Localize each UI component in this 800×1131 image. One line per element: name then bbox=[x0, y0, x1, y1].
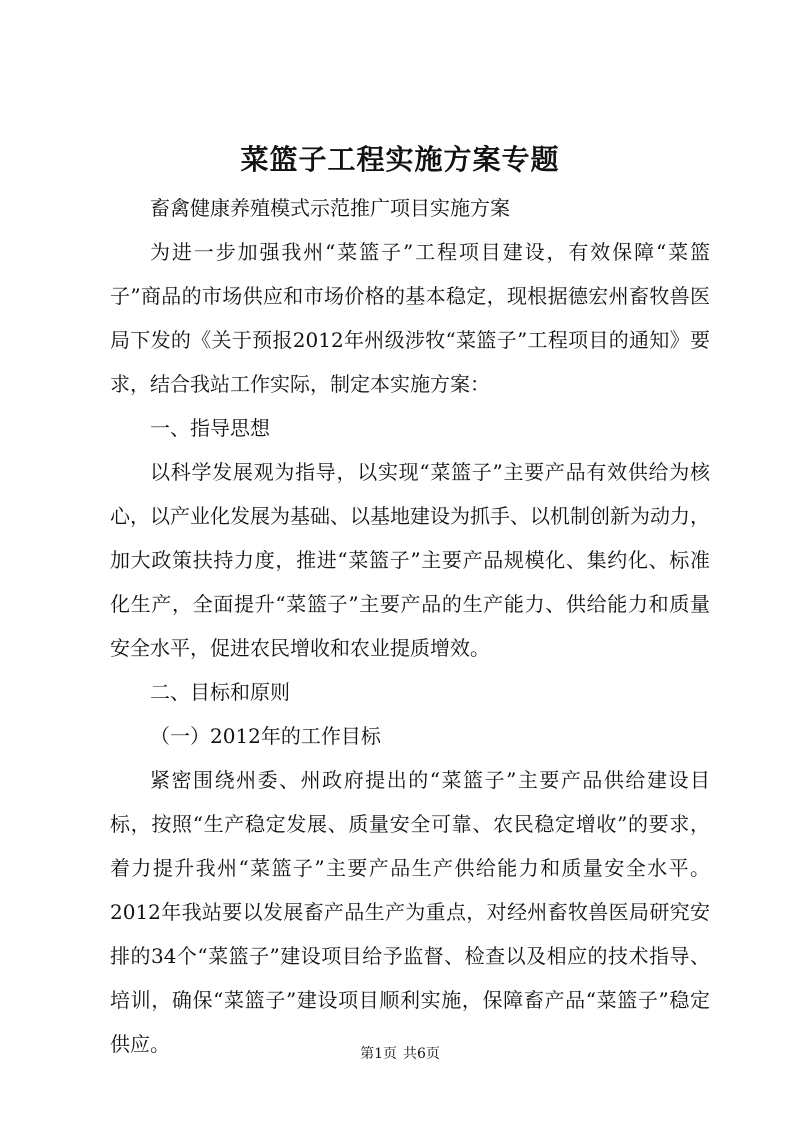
section-heading-guiding-ideology: 一、指导思想 bbox=[150, 416, 270, 440]
goals-paragraph: 紧密围绕州委、州政府提出的“菜篮子”主要产品供给建设目标，按照“生产稳定发展、质量安全可靠、农民稳定增收”的要求，着力提升我州“菜篮子”主要产品生产供给能力和质量安全水平。2012年我站要以发展畜产品生产为重点，对经州畜牧兽医局研究安排的34个“菜篮子”建设项目给予监督、检查以及相应的技术指导、培训，确保“菜篮子”建设项目顺利实施，保障畜产品“菜篮子”稳定供应。 bbox=[110, 768, 710, 1056]
document-subtitle: 畜禽健康养殖模式示范推广项目实施方案 bbox=[150, 196, 510, 220]
page-footer bbox=[0, 1044, 800, 1064]
page-number: 第1页 bbox=[360, 1046, 397, 1062]
document-body bbox=[110, 186, 710, 1066]
subsection-heading-2012-goals: （一）2012年的工作目标 bbox=[150, 724, 381, 748]
guiding-ideology-paragraph: 以科学发展观为指导，以实现“菜篮子”主要产品有效供给为核心，以产业化发展为基础、以基地建设为抓手、以机制创新为动力，加大政策扶持力度，推进“菜篮子”主要产品规模化、集约化、标准化生产，全面提升“菜篮子”主要产品的生产能力、供给能力和质量安全水平，促进农民增收和农业提质增效。 bbox=[110, 460, 710, 660]
section-heading-goals-principles: 二、目标和原则 bbox=[150, 680, 290, 704]
page-total: 共6页 bbox=[403, 1046, 440, 1062]
intro-paragraph: 为进一步加强我州“菜篮子”工程项目建设，有效保障“菜篮子”商品的市场供应和市场价格的基本稳定，现根据德宏州畜牧兽医局下发的《关于预报2012年州级涉牧“菜篮子”工程项目的通知》要求，结合我站工作实际，制定本实施方案： bbox=[110, 240, 710, 396]
document-title: 菜篮子工程实施方案专题 bbox=[240, 143, 560, 176]
